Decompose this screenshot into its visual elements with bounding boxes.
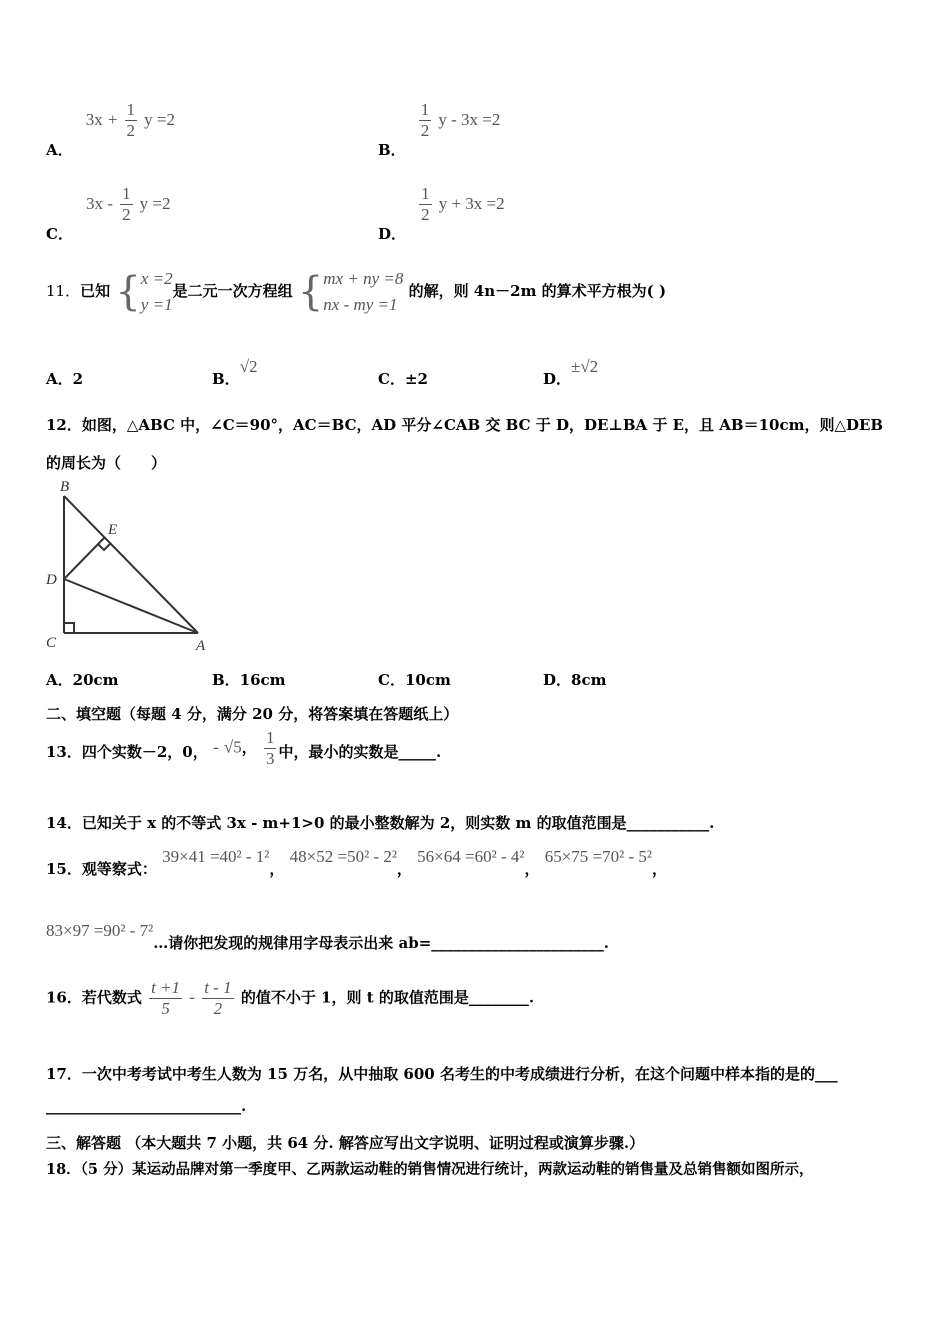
segment-ad (64, 579, 198, 633)
option-d-label: D． (378, 225, 407, 243)
q11-option-c: C．±2 (378, 370, 428, 388)
question-14: 14．已知关于 x 的不等式 3x - m+1>0 的最小整数解为 2，则实数 m 的取值范围是___________. (46, 814, 715, 832)
label-a: A (196, 638, 206, 654)
option-a-op: + (107, 110, 118, 129)
option-c-right: y =2 (139, 194, 171, 213)
q11-system-2: mx + ny =8 nx - my =1 (323, 269, 404, 314)
q12-option-b: B．16cm (212, 671, 286, 689)
q11-number: 11． (46, 282, 81, 300)
option-d-right: y + 3x =2 (438, 194, 505, 213)
option-a-fraction: $\frac{1}{2}$ (126, 100, 136, 140)
q17-line2: __________________________. (46, 1097, 247, 1115)
option-d (378, 184, 505, 243)
right-angle-c (64, 623, 74, 633)
option-c-left: 3x - (86, 194, 113, 213)
question-13: 13．四个实数－2，0， - √5， $\frac{1}{3}$ 中，最小的实数是_____. (46, 728, 442, 768)
option-a-left: 3x (85, 110, 103, 129)
q11-system-1: x =2 y =1 (140, 269, 173, 314)
label-e: E (108, 522, 118, 538)
q11-post: 的解，则 4n－2m 的算术平方根为( ) (408, 282, 667, 300)
option-a (46, 100, 175, 159)
right-angle-e (98, 544, 110, 550)
triangle-figure (40, 476, 220, 656)
q12-option-a: A．20cm (46, 671, 119, 689)
side-ba (64, 496, 198, 633)
option-b-fraction: $\frac{1}{2}$ (420, 100, 430, 140)
question-16: 16．若代数式 $\frac{t +1}{5}$ - $\frac{t - 1}{2}$ 的值不小于 1，则 t 的取值范围是________. (46, 978, 535, 1018)
q12-line1: 12．如图，△ABC 中，∠C＝90°，AC＝BC，AD 平分∠CAB 交 BC 于 D，DE⊥BA 于 E，且 AB＝10cm，则△DEB (46, 416, 884, 434)
q12-option-c: C．10cm (378, 671, 451, 689)
option-a-label: A． (46, 141, 73, 159)
question-18: 18．（5 分）某运动品牌对第一季度甲、乙两款运动鞋的销售情况进行统计，两款运动鞋的销售量及总销售额如图所示， (46, 1161, 814, 1178)
question-15: 15．观等察式： 39×41 =40² - 1²， 48×52 =50² - 2²， 56×64 =60² - 4²， 65×75 =70² - 5²， (46, 847, 667, 878)
option-b-right: y - 3x =2 (438, 110, 501, 129)
question-15-cont: 83×97 =90² - 7²…请你把发现的规律用字母表示出来 ab=_______________________. (46, 921, 610, 952)
q11-option-b: B．√2 (212, 357, 258, 388)
option-c-fraction: $\frac{1}{2}$ (122, 184, 131, 224)
label-b: B (60, 479, 70, 495)
q11-option-a: A．2 (46, 370, 84, 388)
q11-option-d: D．±√2 (543, 357, 599, 388)
question-11 (46, 266, 666, 318)
option-a-right: y =2 (144, 110, 175, 129)
section-2-heading: 二、填空题（每题 4 分，满分 20 分，将答案填在答题纸上） (46, 705, 459, 723)
q11-pre: 已知 (80, 282, 111, 300)
option-b-label: B． (378, 141, 406, 159)
brace-icon: { (297, 269, 324, 315)
option-c-label: C． (46, 225, 73, 243)
q12-line2: 的周长为（ ） (46, 454, 167, 472)
q17-line1: 17．一次中考考试中考生人数为 15 万名，从中抽取 600 名考生的中考成绩进行分析，在这个问题中样本指的是的___ (46, 1065, 838, 1083)
label-d: D (46, 572, 57, 588)
option-d-fraction: $\frac{1}{2}$ (421, 184, 430, 224)
brace-icon: { (115, 269, 141, 315)
option-b (378, 100, 501, 159)
label-c: C (46, 635, 57, 651)
q12-option-d: D．8cm (543, 671, 607, 689)
section-3-heading: 三、解答题 （本大题共 7 小题，共 64 分. 解答应写出文字说明、证明过程或演算步骤.） (46, 1134, 645, 1152)
q11-mid: 是二元一次方程组 (172, 282, 293, 300)
option-c (46, 184, 171, 243)
